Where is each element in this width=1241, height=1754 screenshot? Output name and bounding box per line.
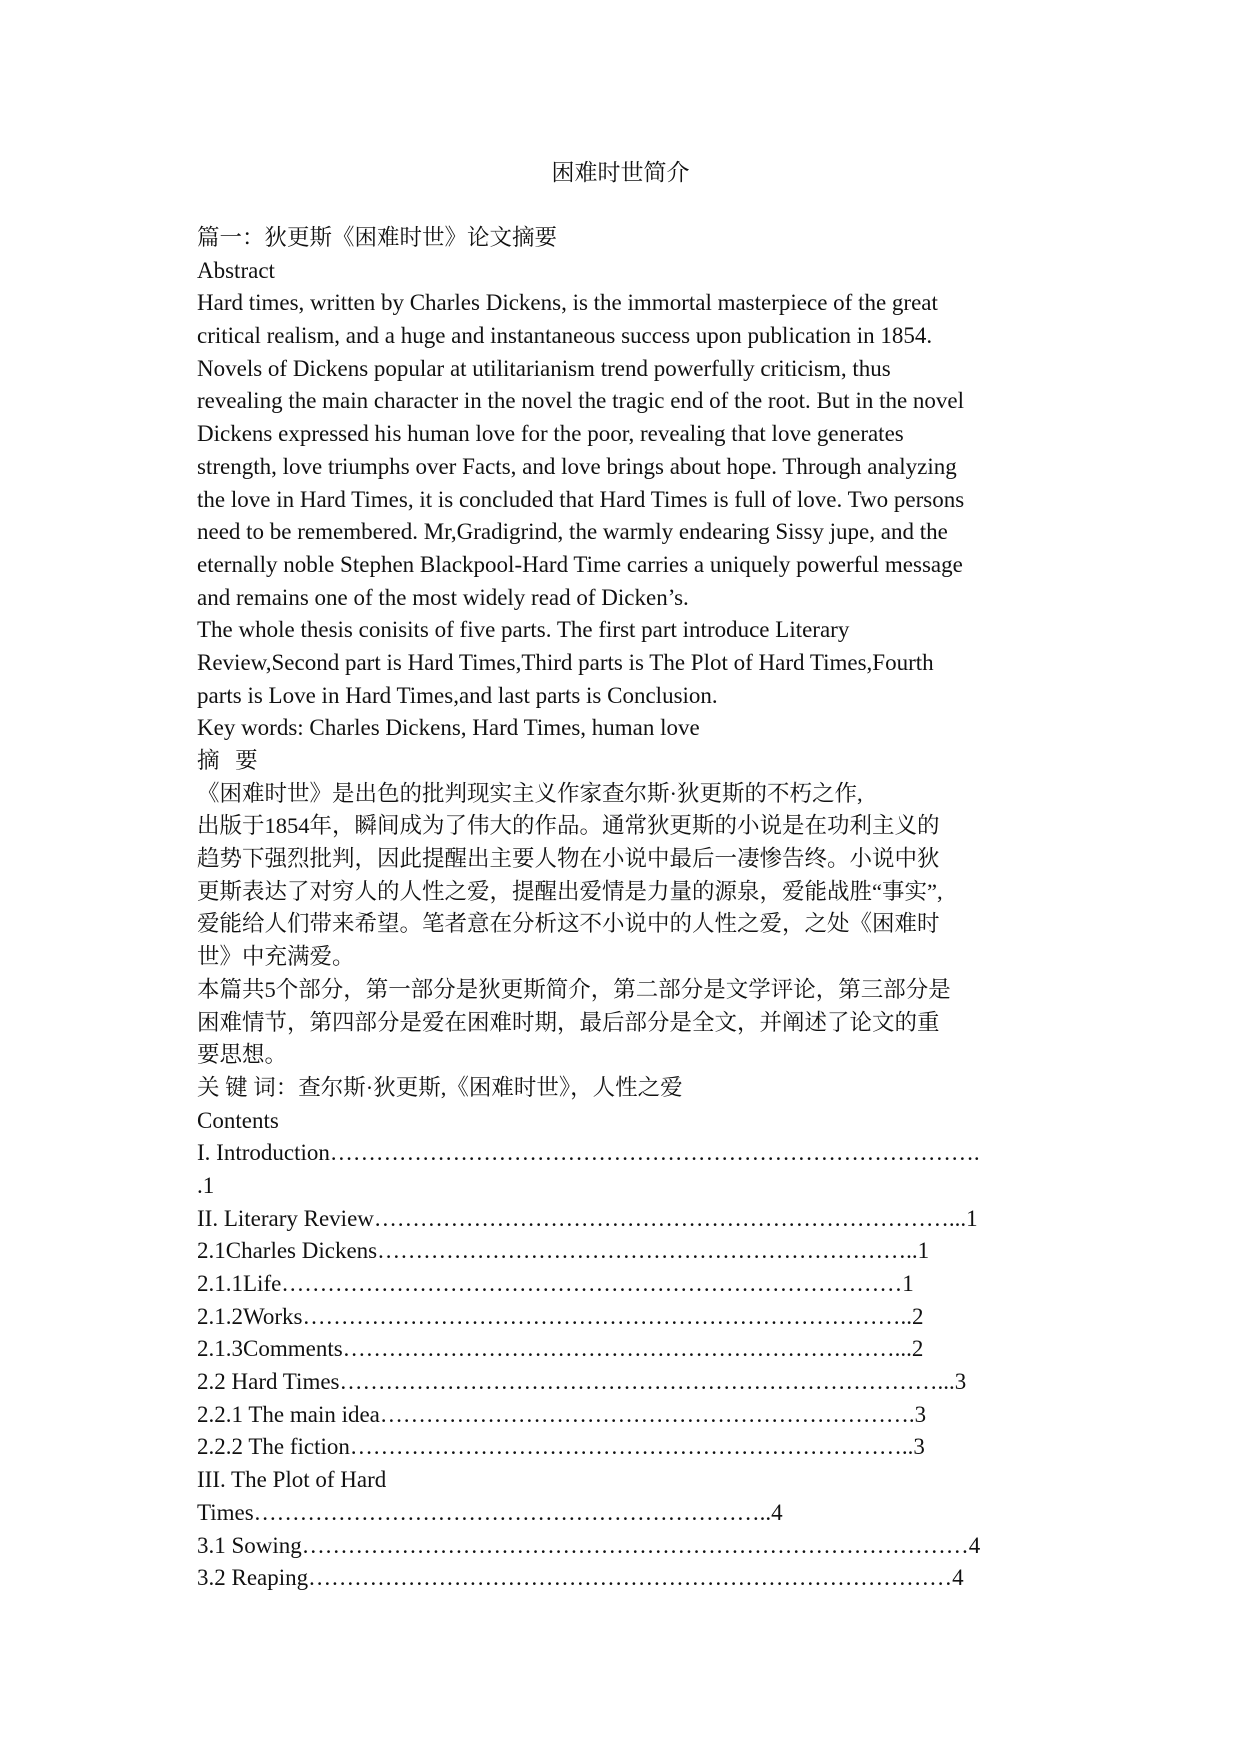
zh-abstract-line: 困难情节，第四部分是爱在困难时期，最后部分是全文，并阐述了论文的重 — [197, 1009, 940, 1035]
toc-entry: 3.1 Sowing……………………………………………………………………………4 — [197, 1532, 981, 1558]
toc-entry: .1 — [197, 1172, 215, 1198]
abstract-text — [197, 287, 1057, 712]
zh-abstract-line: 《困难时世》是出色的批判现实主义作家查尔斯·狄更斯的不朽之作, — [197, 780, 863, 806]
abstract-line: the love in Hard Times, it is concluded that Hard Times is full of love. Two persons — [197, 486, 965, 512]
document-body — [197, 222, 1057, 1595]
toc-entry: Times…………………………………………………………..4 — [197, 1499, 783, 1525]
toc-entry: II. Literary Review…………………………………………………………………...1 — [197, 1205, 978, 1231]
abstract-line: critical realism, and a huge and instantaneous success upon publication in 1854. — [197, 323, 933, 349]
toc-entry: 2.1.1Life………………………………………………………………………1 — [197, 1271, 914, 1296]
toc-entry: 2.2 Hard Times……………………………………………………………………...3 — [197, 1369, 967, 1395]
zh-abstract-line: 本篇共5个部分，第一部分是狄更斯简介，第二部分是文学评论，第三部分是 — [197, 976, 951, 1002]
abstract-line: Dickens expressed his human love for the poor, revealing that love generates — [197, 421, 904, 447]
toc-entry: III. The Plot of Hard — [197, 1467, 387, 1493]
toc-entry: 3.2 Reaping…………………………………………………………………………4 — [197, 1565, 964, 1591]
toc-entry: 2.2.1 The main idea…………………………………………………………….3 — [197, 1401, 927, 1427]
toc-entry: 2.1Charles Dickens……………………………………………………………..1 — [197, 1238, 930, 1264]
zh-abstract-heading: 摘 要 — [197, 748, 263, 773]
zh-abstract-line: 要思想。 — [197, 1042, 288, 1068]
zh-abstract-line: 爱能给人们带来希望。笔者意在分析这不小说中的人性之爱，之处《困难时 — [197, 911, 940, 937]
toc-entry: 2.2.2 The fiction………………………………………………………………..3 — [197, 1434, 925, 1460]
abstract-line: eternally noble Stephen Blackpool-Hard Time carries a uniquely powerful message — [197, 551, 963, 577]
abstract-line: The whole thesis conisits of five parts. The first part introduce Literary — [197, 617, 850, 643]
zh-abstract-line: 趋势下强烈批判，因此提醒出主要人物在小说中最后一凄惨告终。小说中狄 — [197, 846, 940, 872]
toc-entry: I. Introduction…………………………………………………………………………. — [197, 1140, 980, 1166]
abstract-keywords: Key words: Charles Dickens, Hard Times, human love — [197, 715, 700, 741]
abstract-line: Hard times, written by Charles Dickens, is the immortal masterpiece of the great — [197, 290, 938, 316]
abstract-line: Novels of Dickens popular at utilitarianism trend powerfully criticism, thus — [197, 355, 891, 381]
abstract-heading: Abstract — [197, 257, 275, 283]
abstract-line: parts is Love in Hard Times,and last parts is Conclusion. — [197, 682, 718, 708]
abstract-line: and remains one of the most widely read of Dicken’s. — [197, 584, 689, 610]
abstract-line: strength, love triumphs over Facts, and love brings about hope. Through analyzing — [197, 453, 957, 479]
zh-abstract-line: 出版于1854年，瞬间成为了伟大的作品。通常狄更斯的小说是在功利主义的 — [197, 813, 940, 839]
abstract-line: revealing the main character in the novel the tragic end of the root. But in the novel — [197, 388, 965, 414]
abstract-line: need to be remembered. Mr,Gradigrind, the warmly endearing Sissy jupe, and the — [197, 519, 948, 545]
table-of-contents — [197, 1137, 1057, 1595]
toc-entry: 2.1.3Comments………………………………………………………………...2 — [197, 1336, 924, 1362]
section-heading: 篇一：狄更斯《困难时世》论文摘要 — [197, 225, 558, 250]
contents-heading: Contents — [197, 1107, 279, 1133]
zh-abstract-line: 更斯表达了对穷人的人性之爱，提醒出爱情是力量的源泉，爱能战胜“事实”, — [197, 878, 943, 904]
abstract-line: Review,Second part is Hard Times,Third parts is The Plot of Hard Times,Fourth — [197, 649, 934, 675]
toc-entry: 2.1.2Works……………………………………………………………………..2 — [197, 1303, 924, 1329]
zh-abstract-line: 世》中充满爱。 — [197, 944, 355, 970]
zh-keywords: 关 键 词：查尔斯·狄更斯,《困难时世》，人性之爱 — [197, 1074, 683, 1100]
document-title: 困难时世简介 — [551, 160, 690, 185]
zh-abstract-text — [197, 778, 1057, 1072]
